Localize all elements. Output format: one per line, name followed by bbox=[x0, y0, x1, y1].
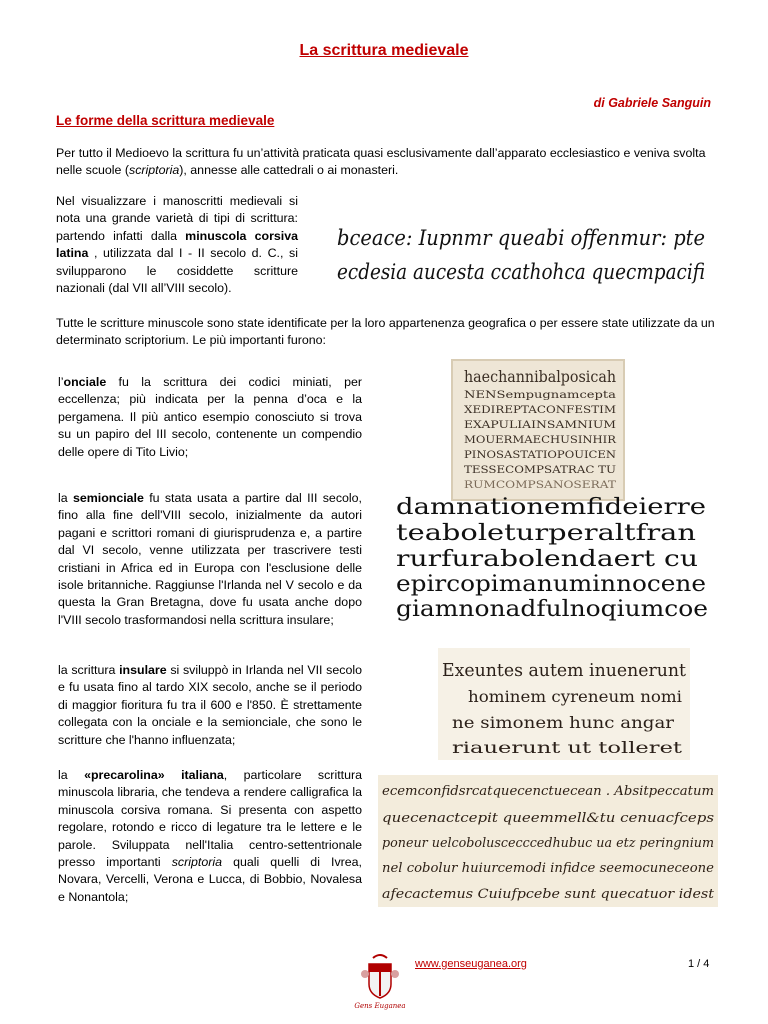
insular-line-2: hominem cyreneum nomi bbox=[468, 687, 682, 706]
precarolina-line-2: quecenactcepit queemmell&tu cenuacfceps bbox=[382, 811, 715, 826]
page-title: La scrittura medievale bbox=[299, 42, 469, 59]
insular-script-sample bbox=[438, 648, 690, 760]
insulare-text-2: si sviluppò in Irlanda nel VII secolo e fu usata fino al tardo XIX secolo, anche se il periodo di maggior fioritura fu tra il 600 e l'850. È strettamente collegata con la onciale e la semionciale, che sono le scritture che l'hanno influenzata; bbox=[58, 663, 362, 747]
nel-text-1: Nel visualizzare i manoscritti medievali si nota una grande varietà di tipi di scrittura: partendo infatti dalla bbox=[56, 194, 298, 243]
uncial-line-1: haechannibalposicah bbox=[464, 367, 616, 386]
prec-emphasis: scriptoria bbox=[171, 855, 222, 870]
semiuncial-line-2: teaboleturperaltfran bbox=[396, 521, 696, 546]
semiuncial-script-sample bbox=[392, 492, 714, 624]
semiuncial-line-3: rurfurabolendaert cu bbox=[396, 547, 698, 572]
page-number: 1 / 4 bbox=[688, 958, 710, 970]
manuscripts-paragraph bbox=[56, 193, 298, 297]
prec-text-2: , particolare scrittura minuscola libraria, che tendeva a rendere calligrafica la minuscola corsiva romana. Si presenta con aspetto regolare, rotondo e ricco di legature tra le lettere e le parole. Sviluppata nell'Italia centro-settentrionale presso importanti bbox=[58, 768, 362, 870]
cursive-line-1: bceace: Iupnmr queabi offenmur: pte bbox=[337, 226, 705, 250]
precarolina-line-1: ecemconfidsrcatquecenctuecean . Absitpeccatum bbox=[382, 784, 714, 799]
intro-emphasis: scriptoria bbox=[129, 163, 180, 178]
uncial-line-6: PINOSASTATIOPOUICEN bbox=[464, 450, 617, 461]
uncial-line-4: EXAPULIAINSAMNIUM bbox=[464, 420, 616, 431]
website-link[interactable]: www.genseuganea.org bbox=[415, 958, 527, 970]
insular-paragraph bbox=[58, 662, 362, 749]
semiuncial-line-1: damnationemfideierre bbox=[396, 495, 706, 520]
nel-bold: minuscola corsiva latina bbox=[56, 228, 299, 261]
cursive-line-2: ecdesia aucesta ccathohca quecmpacifi bbox=[337, 260, 705, 284]
semi-text-2: fu stata usata a partire dal III secolo, fino alla fine dell'VIII secolo, inizialmente da autori pagani e scrittori romani di giurisprudenza e, a partire dal VI secolo, venne utilizzata per trascrivere testi cristiani in Africa ed in Europa con l'esclusione delle isole britanniche. Raggiunse l'Irlanda nel V secolo e da questa la Gran Bretagna, dove fu usata anche dopo l'VIII secolo trasformandosi nella scrittura insulare; bbox=[58, 491, 362, 627]
semiuncial-line-4: epircopimanuminnocene bbox=[396, 572, 706, 597]
precarolina-line-5: afecactemus Cuiufpcebe sunt quecatuor idest bbox=[382, 887, 715, 902]
uncial-line-2: NENSempugnamcepta bbox=[464, 390, 617, 401]
prec-bold: «precarolina» italiana bbox=[84, 768, 224, 782]
section-title: Le forme della scrittura medievale bbox=[56, 113, 275, 128]
uncial-line-8: RUMCOMPSANOSERAT bbox=[464, 480, 617, 491]
scripts-intro-paragraph: Tutte le scritture minuscole sono state identificate per la loro appartenenza geografica o per essere state utilizzate da un determinato scriptorium. Le più importanti furono: bbox=[56, 316, 715, 348]
uncial-paragraph bbox=[58, 374, 362, 461]
intro-text-2: ), annesse alle cattedrali o ai monasteri. bbox=[179, 163, 399, 178]
prec-text-3: quali quelli di Ivrea, Novara, Vercelli, Verona e Lucca, di Bobbio, Novalesa e Nonantola; bbox=[58, 855, 363, 904]
onciale-text-2: fu la scrittura dei codici miniati, per eccellenza; più indicata per la penna d’oca e la pergamena. Il più antico esempio conosciuto si trova su un papiro del III secolo, contenente un compendio delle opere di Tito Livio; bbox=[58, 375, 362, 459]
onciale-text-1: l’ bbox=[58, 375, 64, 389]
crest-caption: Gens Euganea bbox=[354, 1002, 406, 1010]
insular-line-1: Exeuntes autem inuenerunt bbox=[442, 660, 687, 681]
precarolina-line-3: poneur uelcoboluscecccedhubuc ua etz peringnium bbox=[382, 836, 714, 851]
nel-text-2: , utilizzata dal I - II secolo d. C., si svilupparono le cosiddette scritture nazionali (dal VII all’VIII secolo). bbox=[56, 246, 298, 296]
author-line: di Gabriele Sanguin bbox=[593, 96, 711, 110]
uncial-script-sample bbox=[452, 360, 624, 500]
uncial-line-5: MOUERMAECHUSINHIR bbox=[464, 435, 617, 446]
semiuncial-line-5: giamnonadfulnoqiumcoe bbox=[396, 597, 708, 622]
onciale-bold: onciale bbox=[63, 375, 107, 389]
semi-text-1: la bbox=[58, 491, 73, 505]
uncial-line-7: TESSECOMPSATRAC TU bbox=[464, 465, 616, 476]
uncial-line-3: XEDIREPTACONFESTIM bbox=[464, 405, 616, 416]
precarolina-paragraph bbox=[58, 767, 362, 906]
semiuncial-paragraph bbox=[58, 490, 362, 629]
insulare-text-1: la scrittura bbox=[58, 663, 120, 677]
gens-euganea-crest-logo bbox=[355, 950, 405, 1010]
semi-bold: semionciale bbox=[72, 491, 144, 505]
insular-line-4: riauerunt ut tolleret bbox=[452, 738, 683, 757]
insulare-bold: insulare bbox=[119, 663, 167, 677]
intro-paragraph bbox=[56, 145, 716, 180]
precarolina-line-4: nel cobolur huiurcemodi infidce seemocuneceone bbox=[382, 861, 715, 876]
precarolina-script-sample bbox=[378, 775, 718, 907]
insular-line-3: ne simonem hunc angar bbox=[452, 713, 675, 732]
cursive-script-sample bbox=[335, 215, 710, 285]
intro-text-1: Per tutto il Medioevo la scrittura fu un’attività praticata quasi esclusivamente dall’apparato ecclesiastico e veniva svolta nelle scuole ( bbox=[56, 146, 706, 178]
prec-text-1: la bbox=[58, 768, 85, 782]
